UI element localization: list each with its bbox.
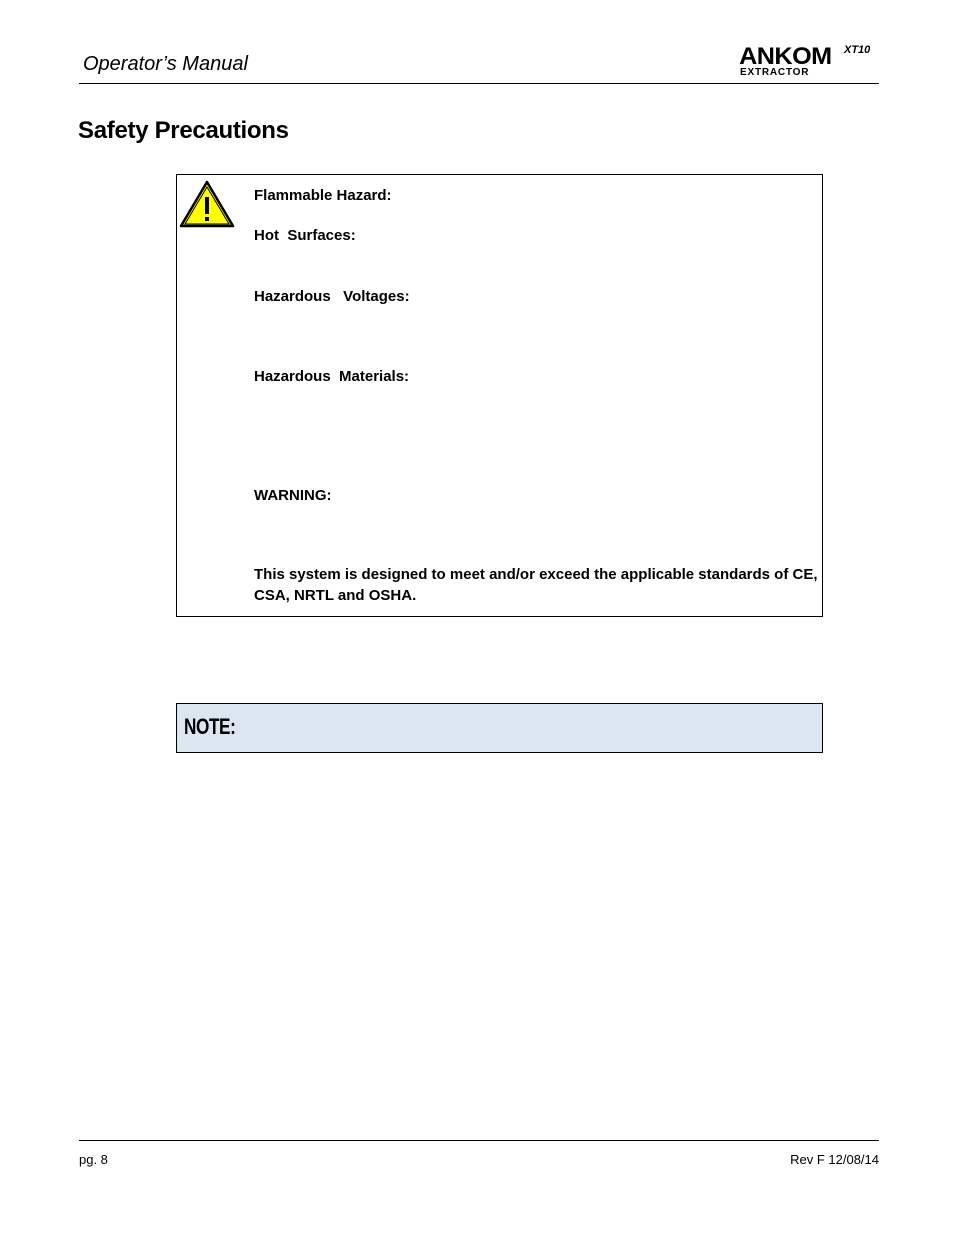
logo-subtitle: EXTRACTOR [740, 67, 810, 78]
safety-precautions-box [176, 174, 823, 617]
page-title: Safety Precautions [78, 117, 289, 144]
compliance-statement: This system is designed to meet and/or exceed the applicable standards of CE, CSA, NRTL and OSHA. [254, 566, 818, 604]
warning-triangle-icon [179, 180, 235, 228]
hot-surfaces-label: Hot Surfaces: [254, 227, 356, 244]
warning-label: WARNING: [254, 487, 332, 504]
revision-date: Rev F 12/08/14 [790, 1152, 879, 1167]
hazardous-materials-label: Hazardous Materials: [254, 368, 410, 385]
ankom-logo [737, 40, 877, 80]
note-label: NOTE: [184, 714, 236, 739]
note-box [176, 703, 823, 753]
flammable-hazard-label: Flammable Hazard: [254, 187, 392, 204]
header-title: Operator’s Manual [83, 53, 248, 75]
header-divider [79, 83, 879, 84]
logo-brand: ANKOM [739, 43, 832, 70]
hazardous-voltages-label: Hazardous Voltages: [254, 288, 410, 305]
footer-divider [79, 1140, 879, 1141]
logo-model: XT10 [844, 44, 871, 56]
page-number: pg. 8 [79, 1152, 108, 1167]
